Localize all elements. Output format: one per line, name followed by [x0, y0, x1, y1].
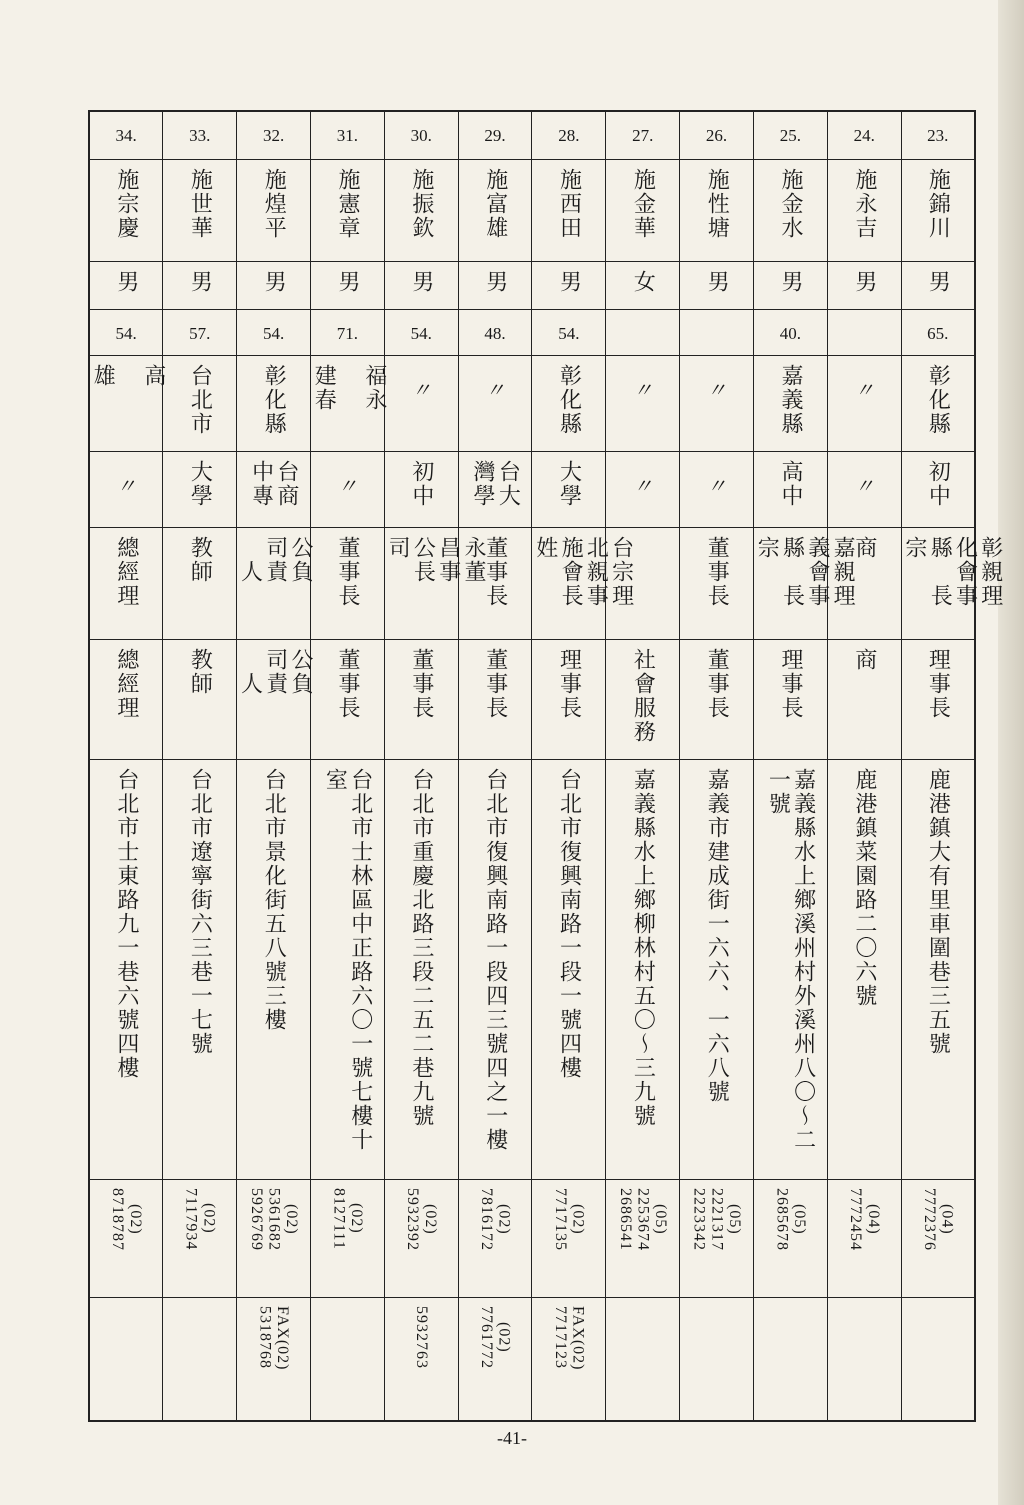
- tel-text: (02) 7717135: [551, 1187, 587, 1251]
- cell-origin: [310, 355, 387, 451]
- no-text: 32.: [262, 126, 285, 145]
- sex-text: 男: [556, 269, 582, 294]
- cell-addr: [237, 759, 311, 1179]
- sex-text: 男: [925, 269, 951, 294]
- no-text: 34.: [115, 126, 137, 145]
- cell-tel: [680, 1179, 754, 1297]
- cell-age: [163, 309, 237, 355]
- cell-origin: [532, 355, 606, 451]
- cell-sex: [89, 261, 163, 309]
- cell-edu: [237, 451, 311, 527]
- no-text: 26.: [705, 126, 728, 145]
- age-text: 57.: [189, 323, 211, 343]
- cell-edu: [384, 451, 458, 527]
- edu-text: 〃: [116, 473, 137, 498]
- fax-text: 5932763: [413, 1305, 431, 1369]
- sex-text: 男: [187, 269, 213, 294]
- cell-fax: [827, 1297, 901, 1421]
- cell-edu: [827, 451, 901, 527]
- cell-name: [163, 159, 237, 261]
- cell-title2: [680, 639, 754, 759]
- cell-age: [458, 309, 532, 355]
- cell-addr: [458, 759, 532, 1179]
- cell-fax: [680, 1297, 754, 1421]
- cell-no: [310, 111, 384, 159]
- tel-text: (05) 2253674 2686541: [616, 1187, 670, 1251]
- cell-addr: [532, 759, 606, 1179]
- cell-edu: [310, 451, 384, 527]
- row-fax: [89, 1297, 975, 1421]
- no-text: 24.: [853, 126, 875, 145]
- cell-age: [606, 309, 680, 355]
- cell-title2: [310, 639, 384, 759]
- cell-age: [901, 309, 975, 355]
- cell-sex: [237, 261, 311, 309]
- title2-text: 理事長: [556, 647, 582, 720]
- sex-text: 男: [261, 269, 287, 294]
- row-title1: [89, 527, 975, 639]
- cell-title1: [753, 527, 856, 639]
- name-text: 施錦川: [925, 167, 951, 240]
- name-text: 施煌平: [261, 167, 287, 240]
- no-text: 31.: [336, 126, 359, 145]
- cell-sex: [384, 261, 458, 309]
- cell-addr: [680, 759, 754, 1179]
- addr-text: 台北市復興南路一段四三號四之一樓: [482, 767, 508, 1152]
- cell-age: [384, 309, 458, 355]
- tel-text: (02) 5932392: [404, 1187, 439, 1251]
- cell-origin: [901, 355, 975, 451]
- title1-text: 公負 司責 人: [237, 535, 314, 584]
- cell-title2: [384, 639, 458, 759]
- cell-edu: [901, 451, 975, 527]
- tel-text: (02) 7117934: [182, 1187, 218, 1250]
- cell-edu: [606, 451, 680, 527]
- sex-text: 男: [704, 269, 730, 294]
- title2-text: 董事長: [704, 647, 730, 720]
- page-number: -41-: [497, 1428, 527, 1448]
- tel-text: (04) 7772376: [920, 1187, 956, 1251]
- tel-text: (04) 7772454: [847, 1187, 882, 1251]
- cell-age: [89, 309, 163, 355]
- name-text: 施西田: [556, 167, 582, 240]
- age-text: [828, 310, 901, 324]
- cell-fax: [458, 1297, 532, 1421]
- title1-text: 教師: [187, 535, 213, 584]
- cell-no: [753, 111, 827, 159]
- edu-text: 初中: [925, 459, 951, 508]
- title2-text: 教師: [187, 647, 213, 696]
- cell-origin: [753, 355, 827, 451]
- cell-edu: [532, 451, 606, 527]
- cell-name: [310, 159, 384, 261]
- cell-no: [237, 111, 311, 159]
- row-age: [89, 309, 975, 355]
- addr-text: 台北市重慶北路三段二五二巷九號: [408, 767, 434, 1128]
- cell-tel: [532, 1179, 606, 1297]
- cell-tel: [163, 1179, 237, 1297]
- cell-addr: [384, 759, 458, 1179]
- title1-text: 嘉親理 義會事 縣 長 宗: [754, 535, 856, 608]
- cell-title2: [532, 639, 606, 759]
- tel-text: (05) 2221317 2223342: [690, 1187, 743, 1251]
- name-text: 施憲章: [335, 167, 361, 240]
- no-text: 23.: [927, 126, 949, 145]
- row-edu: [89, 451, 975, 527]
- origin-text: 彰化縣: [261, 363, 287, 436]
- row-name: [89, 159, 975, 261]
- cell-age: [532, 309, 606, 355]
- origin-text: 〃: [485, 377, 506, 402]
- name-text: 施宗慶: [113, 167, 139, 240]
- edu-text: 台大 灣學: [470, 459, 521, 508]
- name-text: 施性塘: [704, 167, 730, 240]
- cell-tel: [310, 1179, 384, 1297]
- age-text: 54.: [262, 323, 285, 343]
- cell-age: [237, 309, 311, 355]
- edu-text: 〃: [337, 473, 358, 498]
- age-text: 54.: [558, 323, 580, 343]
- title2-text: 商: [851, 647, 877, 672]
- cell-sex: [163, 261, 237, 309]
- edu-text: 〃: [706, 473, 727, 498]
- origin-text: 福永 建春: [311, 363, 387, 412]
- cell-sex: [827, 261, 901, 309]
- origin-text: 嘉義縣: [778, 363, 804, 436]
- cell-title2: [89, 639, 163, 759]
- cell-fax: [310, 1297, 384, 1421]
- page-edge-shadow: [998, 0, 1024, 1505]
- cell-edu: [163, 451, 237, 527]
- title1-text: 台宗理 北親事 施會長 姓: [532, 535, 634, 608]
- cell-sex: [532, 261, 606, 309]
- cell-tel: [458, 1179, 532, 1297]
- name-text: 施富雄: [482, 167, 508, 240]
- name-text: 施金華: [630, 167, 656, 240]
- cell-title2: [237, 639, 314, 759]
- addr-text: 嘉義市建成街一六六、一六八號: [704, 767, 730, 1104]
- cell-edu: [89, 451, 163, 527]
- sex-text: 男: [851, 269, 877, 294]
- cell-age: [753, 309, 827, 355]
- cell-no: [384, 111, 458, 159]
- no-text: 33.: [189, 126, 211, 145]
- cell-fax: [89, 1297, 163, 1421]
- no-text: 27.: [632, 126, 654, 145]
- cell-no: [680, 111, 754, 159]
- edu-text: 〃: [632, 473, 653, 498]
- cell-no: [827, 111, 901, 159]
- cell-origin: [384, 355, 458, 451]
- addr-text: 台北市景化街五八號三樓: [261, 767, 287, 1032]
- addr-text: 鹿港鎮菜園路二〇六號: [851, 767, 877, 1008]
- fax-text: FAX(02) 7717123: [551, 1305, 587, 1370]
- cell-title2: [458, 639, 532, 759]
- cell-fax: [237, 1297, 311, 1421]
- cell-title1: [89, 527, 163, 639]
- tel-text: (05) 2685678: [773, 1187, 808, 1251]
- origin-text: 高 雄: [90, 363, 166, 388]
- sex-text: 男: [113, 269, 139, 294]
- cell-name: [606, 159, 680, 261]
- cell-title1: [384, 527, 486, 639]
- addr-text: 台北市遼寧街六三巷一七號: [187, 767, 213, 1056]
- title2-text: 理事長: [778, 647, 804, 720]
- cell-addr: [89, 759, 163, 1179]
- cell-origin: [237, 355, 311, 451]
- cell-title2: [606, 639, 680, 759]
- tel-text: (02) 5361682 5926769: [247, 1187, 300, 1251]
- title2-text: 董事長: [335, 647, 361, 720]
- origin-text: 〃: [706, 377, 727, 402]
- cell-fax: [606, 1297, 680, 1421]
- cell-addr: [827, 759, 901, 1179]
- cell-title1: [532, 527, 634, 639]
- cell-name: [384, 159, 458, 261]
- cell-name: [458, 159, 532, 261]
- cell-no: [532, 111, 606, 159]
- cell-origin: [827, 355, 901, 451]
- cell-tel: [384, 1179, 458, 1297]
- title2-text: 公負 司責 人: [237, 647, 314, 696]
- cell-no: [606, 111, 680, 159]
- title2-text: 總經理: [113, 647, 139, 720]
- age-text: 65.: [927, 323, 949, 343]
- edu-text: 大學: [187, 459, 213, 508]
- age-text: 71.: [336, 323, 359, 343]
- row-sex: [89, 261, 975, 309]
- cell-name: [532, 159, 606, 261]
- cell-tel: [606, 1179, 680, 1297]
- fax-text: FAX(02) 5318768: [256, 1305, 292, 1370]
- row-origin: [89, 355, 975, 451]
- title1-text: 董事長: [704, 535, 730, 608]
- addr-text: 台北市復興南路一段一號四樓: [556, 767, 582, 1080]
- sex-text: 男: [335, 269, 361, 294]
- cell-age: [680, 309, 754, 355]
- age-text: [606, 310, 679, 324]
- cell-title1: [310, 527, 384, 639]
- title2-text: 理事長: [925, 647, 951, 720]
- cell-title2: [163, 639, 237, 759]
- origin-text: 彰化縣: [556, 363, 582, 436]
- cell-sex: [680, 261, 754, 309]
- age-text: 54.: [410, 323, 432, 343]
- addr-text: 台北市士林區中正路六〇一號七樓十 室: [322, 767, 373, 1152]
- cell-addr: [606, 759, 680, 1179]
- cell-tel: [827, 1179, 901, 1297]
- name-text: 施振欽: [408, 167, 434, 240]
- cell-edu: [458, 451, 532, 527]
- title1-text: 董事長: [482, 535, 508, 608]
- row-no: [89, 111, 975, 159]
- origin-text: 彰化縣: [925, 363, 951, 436]
- age-text: 40.: [779, 323, 801, 343]
- cell-age: [310, 309, 384, 355]
- tel-text: (02) 7816172: [478, 1187, 513, 1251]
- cell-name: [753, 159, 827, 261]
- cell-edu: [680, 451, 754, 527]
- cell-sex: [458, 261, 532, 309]
- cell-name: [89, 159, 163, 261]
- no-text: 30.: [410, 126, 432, 145]
- cell-fax: [901, 1297, 975, 1421]
- cell-origin: [680, 355, 754, 451]
- addr-text: 嘉義縣水上鄉柳林村五〇～三九號: [630, 767, 656, 1128]
- no-text: 29.: [484, 126, 506, 145]
- edu-text: 大學: [556, 459, 582, 508]
- cell-title2: [753, 639, 827, 759]
- title2-text: 董事長: [408, 647, 434, 720]
- cell-addr: [163, 759, 237, 1179]
- title1-text: 董事長: [335, 535, 361, 608]
- tel-text: (02) 8127111: [330, 1187, 365, 1250]
- cell-tel: [89, 1179, 163, 1297]
- cell-tel: [901, 1179, 975, 1297]
- age-text: 54.: [115, 323, 137, 343]
- cell-title1: [237, 527, 314, 639]
- cell-title1: [680, 527, 754, 639]
- cell-origin: [606, 355, 680, 451]
- cell-fax: [384, 1297, 458, 1421]
- sex-text: 女: [630, 269, 656, 294]
- edu-text: 〃: [854, 473, 875, 498]
- title1-text: 總經理: [113, 535, 139, 608]
- cell-name: [901, 159, 975, 261]
- member-roster-table: [88, 110, 1003, 1422]
- edu-text: 初中: [408, 459, 434, 508]
- name-text: 施永吉: [851, 167, 877, 240]
- row-addr: [89, 759, 975, 1179]
- cell-tel: [753, 1179, 827, 1297]
- row-tel: [89, 1179, 975, 1297]
- cell-name: [237, 159, 311, 261]
- cell-fax: [753, 1297, 827, 1421]
- name-text: 施世華: [187, 167, 213, 240]
- sex-text: 男: [408, 269, 434, 294]
- tel-text: (02) 8718787: [109, 1187, 144, 1251]
- cell-sex: [901, 261, 975, 309]
- title1-text: 永董 昌事 公長 司: [385, 535, 486, 584]
- cell-title2: [901, 639, 975, 759]
- cell-name: [827, 159, 901, 261]
- age-text: [680, 310, 753, 324]
- cell-addr: [310, 759, 384, 1179]
- cell-addr: [901, 759, 975, 1179]
- cell-no: [163, 111, 237, 159]
- title1-text: 彰親理 化會事 縣 長 宗: [901, 535, 1003, 608]
- cell-sex: [606, 261, 680, 309]
- title1-text: 商: [851, 535, 877, 560]
- cell-tel: [237, 1179, 311, 1297]
- sex-text: 男: [482, 269, 508, 294]
- addr-text: 鹿港鎮大有里車圍巷三五號: [925, 767, 951, 1056]
- cell-title2: [827, 639, 901, 759]
- cell-sex: [753, 261, 827, 309]
- cell-no: [901, 111, 975, 159]
- addr-text: 台北市士東路九一巷六號四樓: [113, 767, 139, 1080]
- cell-fax: [532, 1297, 606, 1421]
- cell-edu: [753, 451, 827, 527]
- origin-text: 〃: [854, 377, 875, 402]
- cell-origin: [458, 355, 532, 451]
- title2-text: 社會服務: [630, 647, 656, 744]
- age-text: 48.: [484, 323, 506, 343]
- row-title2: [89, 639, 975, 759]
- cell-origin: [163, 355, 237, 451]
- title2-text: 董事長: [482, 647, 508, 720]
- cell-title1: [163, 527, 237, 639]
- edu-text: 台商 中專: [248, 459, 299, 508]
- cell-no: [458, 111, 532, 159]
- cell-no: [89, 111, 163, 159]
- cell-name: [680, 159, 754, 261]
- cell-fax: [163, 1297, 237, 1421]
- addr-text: 嘉義縣水上鄉溪州村外溪州八〇～二 一號: [765, 767, 816, 1152]
- cell-origin: [89, 355, 166, 451]
- fax-text: (02) 7761772: [478, 1305, 513, 1369]
- sex-text: 男: [778, 269, 804, 294]
- origin-text: 〃: [632, 377, 653, 402]
- no-text: 25.: [779, 126, 801, 145]
- cell-title1: [901, 527, 1003, 639]
- name-text: 施金水: [778, 167, 804, 240]
- cell-sex: [310, 261, 384, 309]
- cell-addr: [753, 759, 827, 1179]
- no-text: 28.: [558, 126, 580, 145]
- origin-text: 〃: [411, 377, 432, 402]
- cell-age: [827, 309, 901, 355]
- origin-text: 台北市: [187, 363, 213, 436]
- edu-text: 高中: [778, 459, 804, 508]
